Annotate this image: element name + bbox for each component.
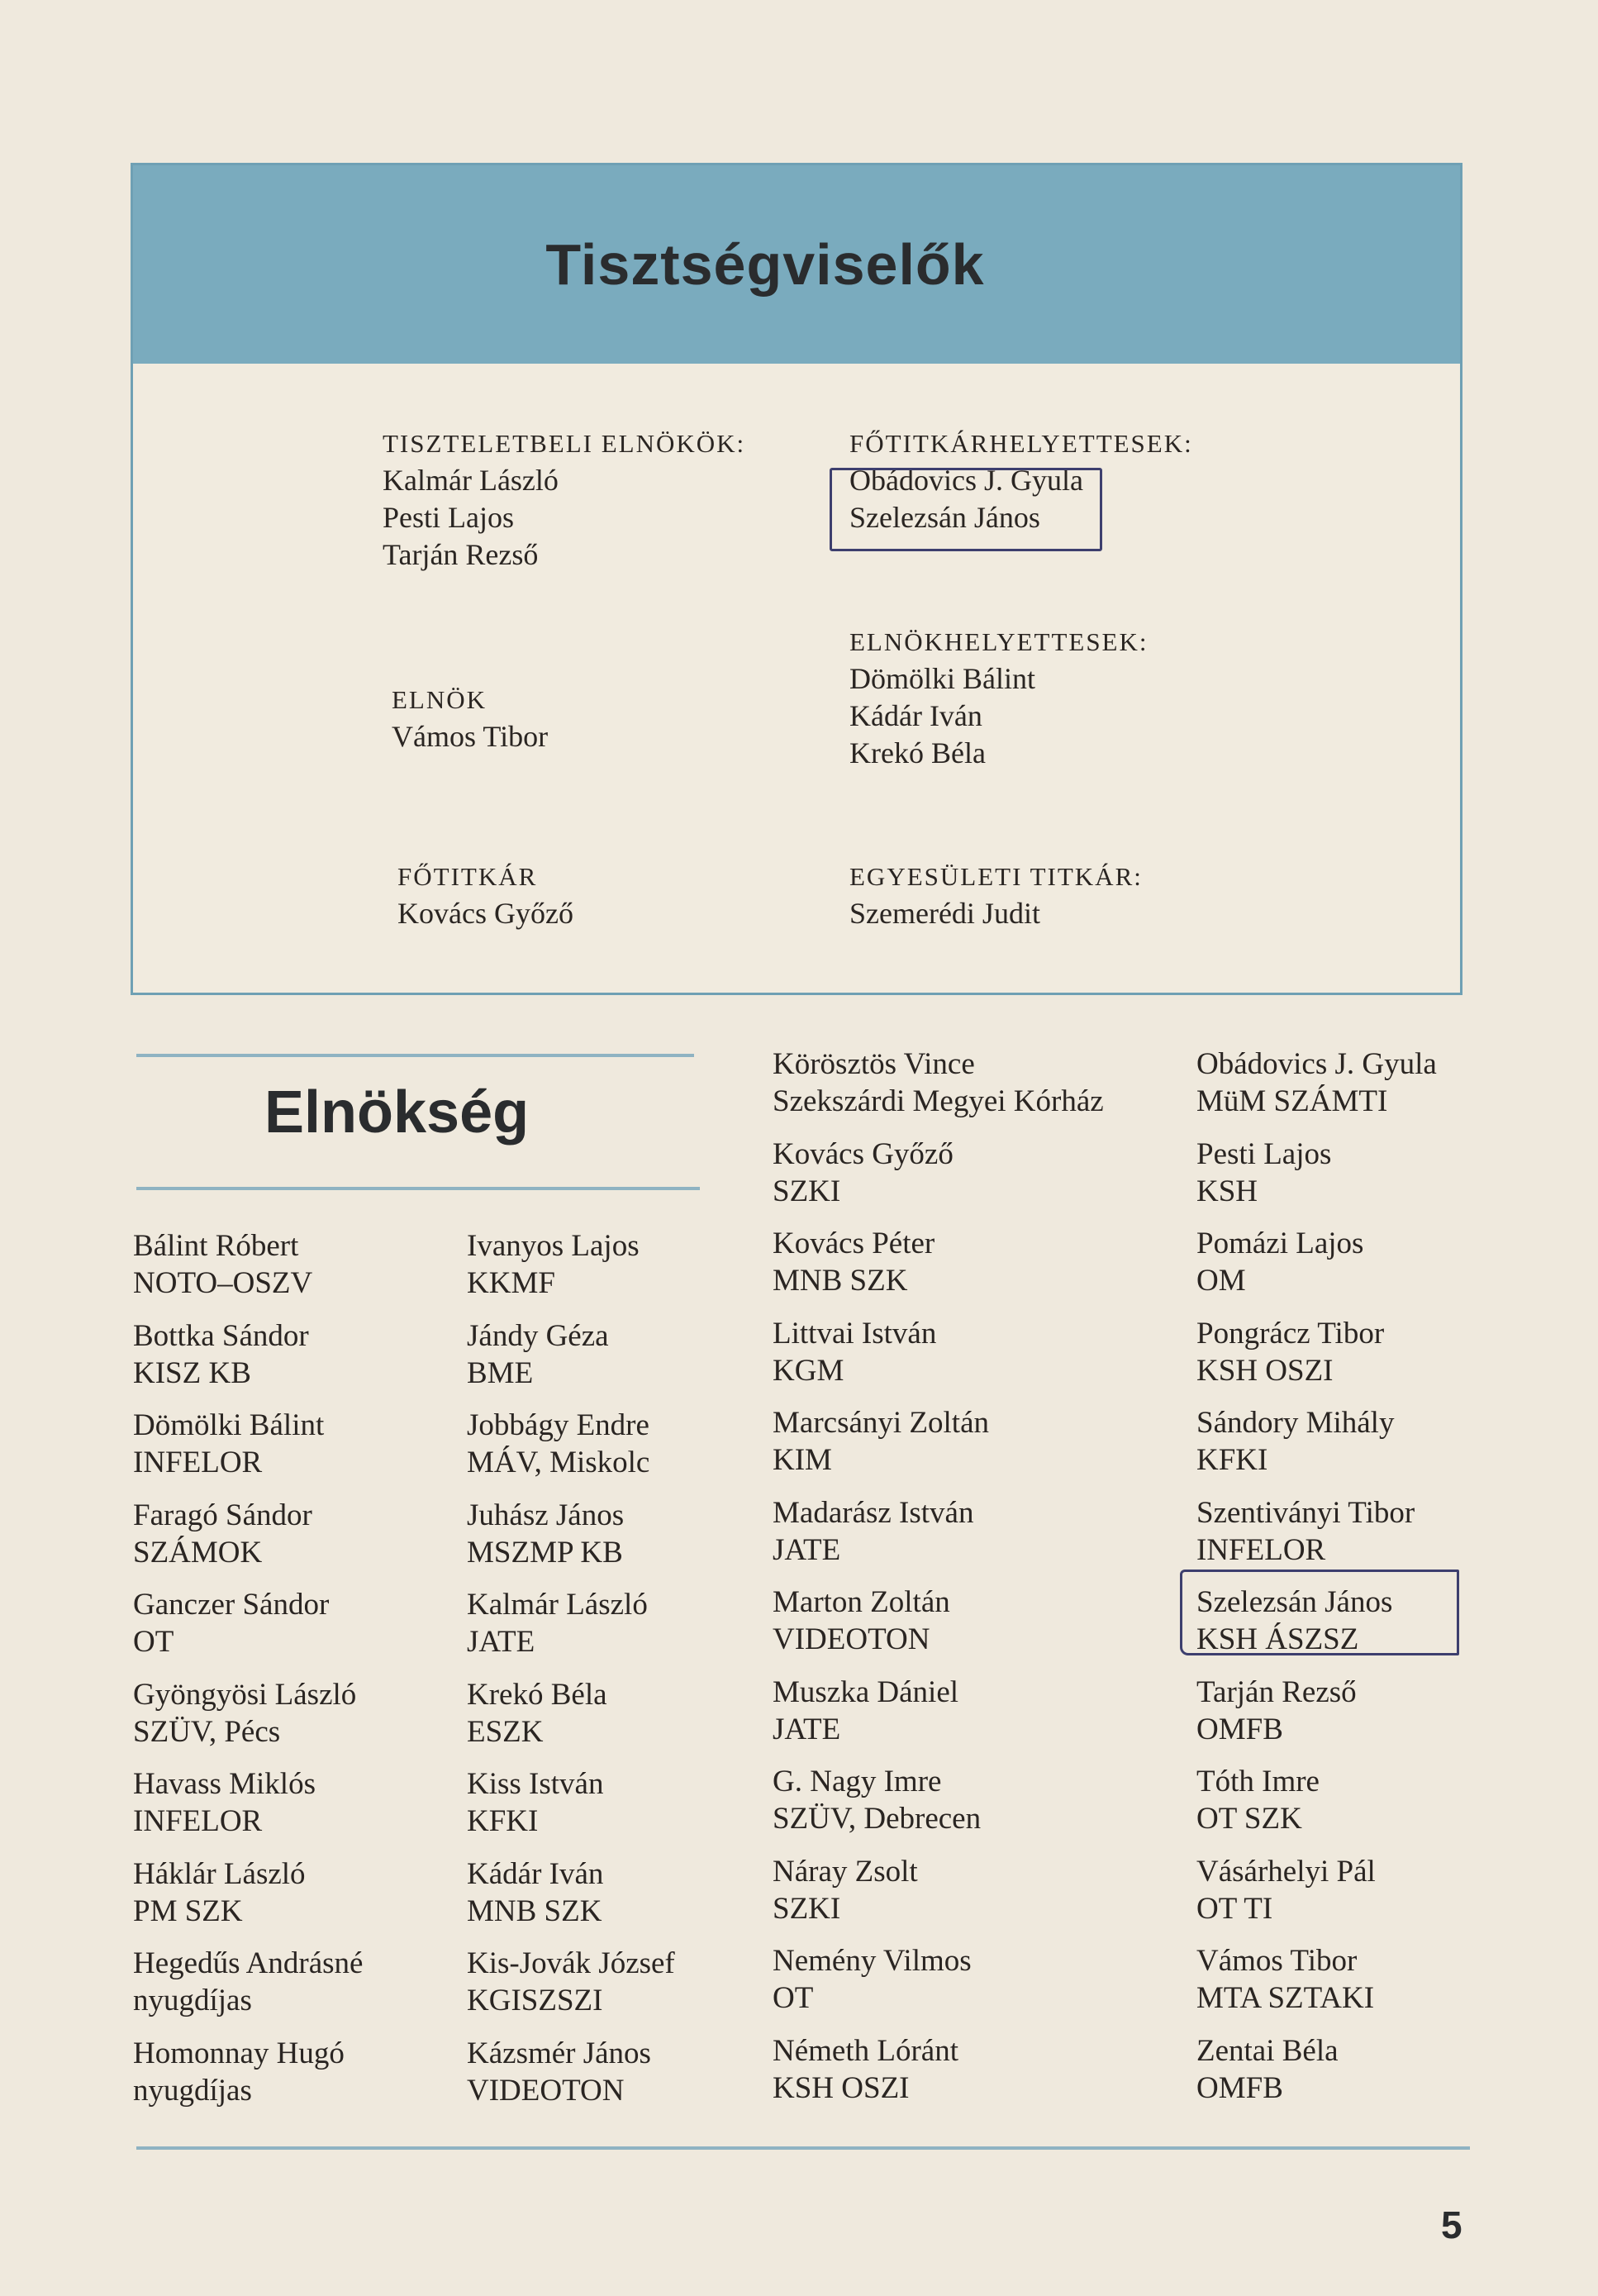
member-organization: MüM SZÁMTI [1196, 1084, 1388, 1118]
member-name: Muszka Dániel [773, 1674, 959, 1709]
officer-name: Kalmár László [383, 464, 559, 497]
member-entry [467, 1765, 675, 1855]
member-entry [773, 1853, 1104, 1943]
member-column-3 [773, 1046, 1104, 2122]
member-organization: JATE [773, 1712, 841, 1746]
member-organization: KFKI [467, 1804, 539, 1838]
member-organization: OT SZK [1196, 1802, 1302, 1836]
page-number: 5 [1441, 2203, 1462, 2246]
member-organization: MTA SZTAKI [1196, 1981, 1375, 2015]
member-organization: nyugdíjas [133, 2073, 252, 2108]
member-name: Vásárhelyi Pál [1196, 1854, 1376, 1889]
secretary-general-label: FŐTITKÁR [397, 862, 538, 891]
member-organization: SZÁMOK [133, 1535, 263, 1570]
member-organization: INFELOR [133, 1804, 263, 1838]
member-entry [133, 1676, 363, 1766]
officer-name: Dömölki Bálint [849, 662, 1035, 695]
member-entry [133, 1765, 363, 1855]
member-organization: nyugdíjas [133, 1984, 252, 2017]
member-organization: INFELOR [133, 1446, 263, 1479]
member-entry [467, 1317, 675, 1408]
honorary-presidents-label: TISZTELETBELI ELNÖKÖK: [383, 429, 746, 458]
member-organization: ESZK [467, 1714, 544, 1749]
member-organization: MNB SZK [773, 1264, 908, 1298]
member-name: Krekó Béla [467, 1677, 607, 1712]
member-organization: VIDEOTON [773, 1622, 930, 1656]
member-name: Sándory Mihály [1196, 1406, 1395, 1440]
member-entry [773, 1674, 1104, 1764]
member-entry [773, 1584, 1104, 1674]
member-name: Kalmár László [467, 1588, 648, 1622]
member-name: Marcsányi Zoltán [773, 1406, 989, 1440]
member-entry [773, 1404, 1104, 1494]
member-organization: KSH [1196, 1174, 1258, 1208]
officer-name: Tarján Rezső [383, 538, 539, 571]
secretary-general [397, 858, 573, 932]
member-column-1 [133, 1227, 363, 2124]
member-name: Szentiványi Tibor [1196, 1495, 1415, 1530]
member-name: Bottka Sándor [133, 1318, 309, 1353]
president [392, 681, 548, 755]
member-name: Szelezsán János [1196, 1585, 1393, 1619]
member-name: Németh Lóránt [773, 2033, 958, 2068]
member-entry [773, 1942, 1104, 2032]
officer-name: Szelezsán János [849, 501, 1040, 534]
member-entry [1196, 2032, 1437, 2122]
member-name: Jobbágy Endre [467, 1408, 649, 1442]
officer-name: Pesti Lajos [383, 501, 514, 534]
member-entry [773, 2032, 1104, 2122]
member-name: Dömölki Bálint [133, 1408, 325, 1442]
member-name: Hegedűs Andrásné [133, 1946, 364, 1980]
member-entry [773, 1763, 1104, 1853]
member-entry [467, 1586, 675, 1676]
member-entry [133, 2035, 363, 2125]
vice-presidents-label: ELNÖKHELYETTESEK: [849, 627, 1149, 656]
member-name: Ivanyos Lajos [467, 1229, 640, 1263]
association-secretary [849, 858, 1143, 932]
member-organization: KISZ KB [133, 1355, 251, 1390]
member-organization: KGM [773, 1353, 844, 1388]
member-entry [1196, 1853, 1437, 1943]
member-organization: PM SZK [133, 1893, 243, 1928]
member-name: Pesti Lajos [1196, 1136, 1332, 1171]
member-organization: SZÜV, Pécs [133, 1714, 281, 1749]
member-name: Náray Zsolt [773, 1854, 918, 1889]
member-name: Tarján Rezső [1196, 1674, 1357, 1709]
member-entry [1196, 1763, 1437, 1853]
member-name: Pomázi Lajos [1196, 1227, 1364, 1260]
president-label: ELNÖK [392, 685, 487, 714]
member-organization: KFKI [1196, 1443, 1268, 1477]
member-entry [773, 1315, 1104, 1405]
member-organization: KIM [773, 1443, 832, 1477]
member-entry [773, 1136, 1104, 1226]
member-entry [1196, 1404, 1437, 1494]
member-name: Havass Miklós [133, 1767, 316, 1801]
member-name: Kádár Iván [467, 1856, 604, 1891]
member-entry [1196, 1136, 1437, 1226]
member-organization: OMFB [1196, 1712, 1283, 1746]
member-entry [773, 1225, 1104, 1315]
member-entry [773, 1494, 1104, 1584]
member-entry [1196, 1046, 1437, 1136]
member-entry [133, 1317, 363, 1408]
member-entry [133, 1855, 363, 1946]
member-organization: OT [133, 1625, 174, 1659]
officer-name: Szemerédi Judit [849, 897, 1040, 930]
member-organization: OT TI [1196, 1891, 1273, 1926]
member-organization: KSH ÁSZSZ [1196, 1622, 1359, 1656]
member-organization: SZKI [773, 1891, 841, 1926]
deputy-secretaries-label: FŐTITKÁRHELYETTESEK: [849, 429, 1193, 458]
member-entry [467, 1407, 675, 1497]
member-organization: SZÜV, Debrecen [773, 1802, 982, 1836]
member-entry [773, 1046, 1104, 1136]
member-entry [133, 1497, 363, 1587]
member-entry [1196, 1315, 1437, 1405]
presidium-title: Elnökség [264, 1079, 530, 1146]
member-entry [133, 1945, 363, 2035]
member-name: Kiss István [467, 1767, 604, 1801]
officer-name: Obádovics J. Gyula [849, 464, 1083, 497]
member-organization: MSZMP KB [467, 1535, 623, 1570]
top-rule [136, 1054, 694, 1057]
member-name: Vámos Tibor [1196, 1944, 1358, 1978]
member-name: Kázsmér János [467, 2036, 651, 2070]
member-name: G. Nagy Imre [773, 1765, 942, 1798]
member-entry [467, 2035, 675, 2125]
member-name: Jándy Géza [467, 1318, 609, 1353]
member-name: Littvai István [773, 1316, 937, 1350]
member-name: Zentai Béla [1196, 2033, 1339, 2068]
member-name: Marton Zoltán [773, 1585, 950, 1619]
member-entry [467, 1676, 675, 1766]
member-organization: MÁV, Miskolc [467, 1446, 650, 1479]
handwritten-highlight-box [1180, 1570, 1459, 1655]
member-entry [467, 1227, 675, 1317]
member-entry [133, 1586, 363, 1676]
member-entry [467, 1945, 675, 2035]
member-entry [1196, 1942, 1437, 2032]
member-name: Faragó Sándor [133, 1498, 312, 1532]
member-organization: BME [467, 1355, 534, 1390]
member-name: Gyöngyösi László [133, 1677, 357, 1712]
member-organization: SZKI [773, 1174, 841, 1208]
member-name: Tóth Imre [1196, 1765, 1320, 1798]
member-name: Pongrácz Tibor [1196, 1316, 1385, 1350]
member-name: Ganczer Sándor [133, 1588, 330, 1622]
member-organization: KSH OSZI [773, 2070, 910, 2105]
member-entry [1196, 1225, 1437, 1315]
member-name: Bálint Róbert [133, 1229, 299, 1263]
member-entry [133, 1227, 363, 1317]
member-name: Obádovics J. Gyula [1196, 1047, 1437, 1081]
page-footer-rule [136, 2146, 1470, 2150]
member-organization: OMFB [1196, 2070, 1283, 2105]
officer-name: Kádár Iván [849, 699, 982, 732]
officer-name: Vámos Tibor [392, 720, 549, 753]
member-name: Juhász János [467, 1498, 625, 1532]
member-name: Kovács Péter [773, 1227, 935, 1260]
member-entry [467, 1855, 675, 1946]
officer-name: Krekó Béla [849, 736, 986, 769]
page-title: Tisztségviselők [545, 232, 985, 297]
member-organization: OT [773, 1981, 814, 2015]
officers-box [131, 163, 1462, 995]
member-name: Homonnay Hugó [133, 2036, 345, 2070]
member-organization: Szekszárdi Megyei Kórház [773, 1084, 1104, 1118]
member-name: Madarász István [773, 1495, 974, 1530]
bottom-rule [136, 1187, 700, 1190]
association-secretary-label: EGYESÜLETI TITKÁR: [849, 862, 1143, 891]
vice-presidents [849, 623, 1149, 772]
member-organization: KSH OSZI [1196, 1353, 1334, 1388]
member-organization: OM [1196, 1264, 1246, 1298]
member-entry [133, 1407, 363, 1497]
member-organization: KKMF [467, 1266, 555, 1300]
member-name: Háklár László [133, 1856, 306, 1891]
member-organization: JATE [773, 1532, 841, 1567]
handwritten-highlight-box [830, 468, 1102, 551]
title-banner [133, 165, 1460, 364]
honorary-presidents [383, 425, 745, 574]
member-organization: VIDEOTON [467, 2073, 625, 2108]
member-organization: INFELOR [1196, 1532, 1326, 1567]
member-column-2 [467, 1227, 675, 2124]
officer-name: Kovács Győző [397, 897, 573, 930]
member-organization: NOTO–OSZV [133, 1266, 313, 1300]
member-organization: MNB SZK [467, 1893, 602, 1928]
member-name: Körösztös Vince [773, 1047, 975, 1081]
member-name: Nemény Vilmos [773, 1944, 972, 1978]
member-organization: KGISZSZI [467, 1984, 603, 2017]
member-organization: JATE [467, 1625, 535, 1659]
member-name: Kis-Jovák József [467, 1946, 675, 1980]
member-entry [467, 1497, 675, 1587]
member-entry [1196, 1674, 1437, 1764]
member-name: Kovács Győző [773, 1136, 954, 1171]
